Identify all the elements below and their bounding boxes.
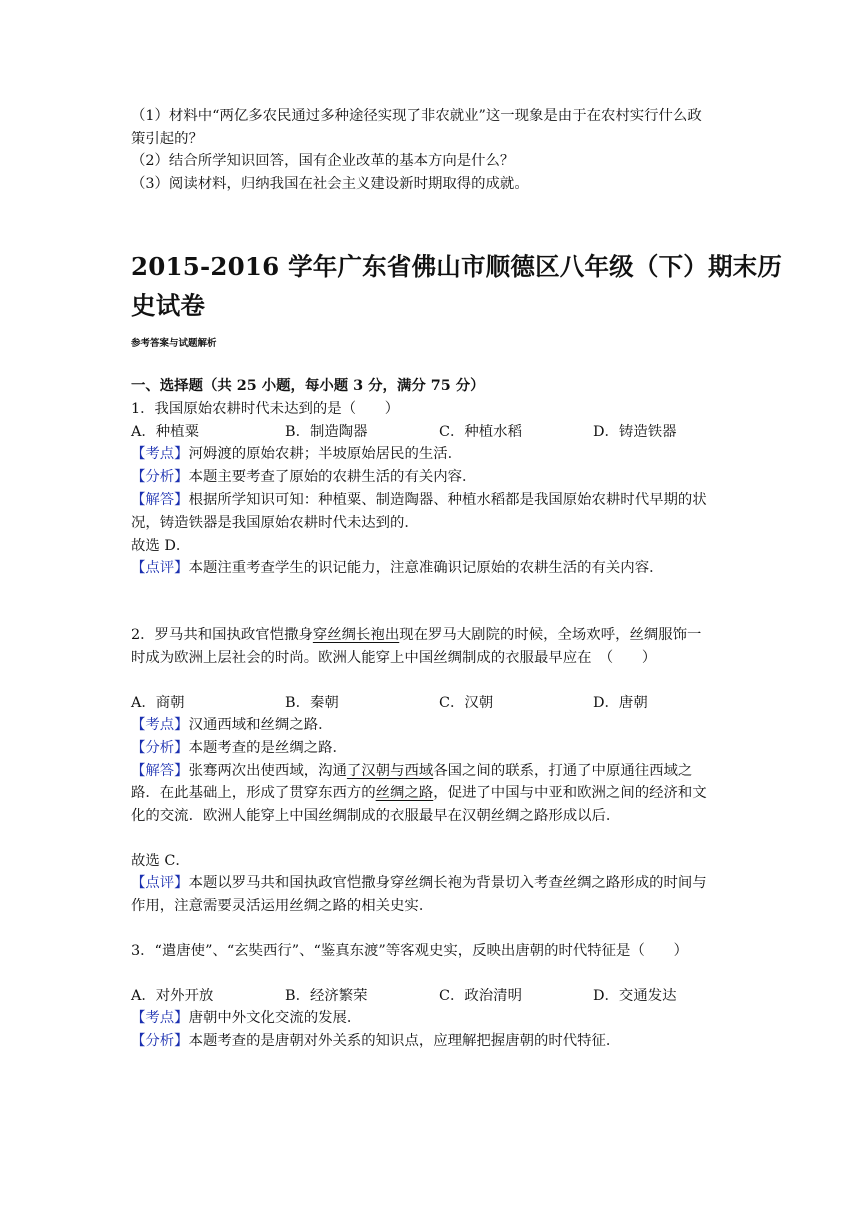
- q3-option-a: A．对外开放: [131, 988, 214, 1004]
- q2-stem-line1: [131, 625, 701, 645]
- page-title-line2: 史试卷: [131, 291, 206, 320]
- q1-fenxi-text: 本题主要考查了原始的农耕生活的有关内容．: [188, 469, 477, 485]
- page-subtitle: 参考答案与试题解析: [131, 338, 217, 349]
- q2-option-d: D．唐朝: [593, 695, 648, 711]
- q2-option-c: C．汉朝: [439, 695, 494, 711]
- q1-option-b: B．制造陶器: [285, 424, 368, 440]
- q2-dianping-line2: 作用，注意需要灵活运用丝绸之路的相关史实．: [131, 898, 434, 914]
- fenxi-tag: 【分析】: [131, 469, 189, 485]
- fenxi-tag: 【分析】: [131, 740, 189, 756]
- q2-kaodian: [131, 715, 333, 735]
- q1-jieda-line2: 况，铸造铁器是我国原始农耕时代未达到的．: [131, 515, 419, 531]
- q3-kaodian-text: 唐朝中外文化交流的发展．: [188, 1010, 362, 1026]
- fenxi-tag: 【分析】: [131, 1033, 189, 1049]
- prev-question-1-line2: 策引起的？: [131, 131, 203, 147]
- q1-dianping: [131, 558, 663, 578]
- q1-option-c: C．种植水稻: [439, 424, 522, 440]
- prev-question-2: （2）结合所学知识回答，国有企业改革的基本方向是什么？: [131, 153, 515, 169]
- q2-jieda-line3: 化的交流．欧洲人能穿上中国丝绸制成的衣服最早在汉朝丝绸之路形成以后．: [131, 808, 621, 824]
- q2-stem-line2: 时成为欧洲上层社会的时尚。欧洲人能穿上中国丝绸制成的衣服最早应在 （ ）: [131, 650, 657, 666]
- q2-option-a: A．商朝: [131, 695, 185, 711]
- q3-fenxi: [131, 1031, 620, 1051]
- q1-jieda-text: 根据所学知识可知：种植粟、制造陶器、种植水稻都是我国原始农耕时代早期的状: [188, 492, 707, 508]
- q3-option-b: B．经济繁荣: [285, 988, 368, 1004]
- kaodian-tag: 【考点】: [131, 446, 189, 462]
- q2-option-b: B．秦朝: [285, 695, 339, 711]
- q1-jieda: [131, 490, 707, 510]
- q2-fenxi-text: 本题考查的是丝绸之路．: [188, 740, 347, 756]
- q2-stem-underlined: 穿丝绸长袍出: [312, 627, 400, 643]
- dianping-tag: 【点评】: [131, 875, 189, 891]
- q3-option-c: C．政治清明: [439, 988, 522, 1004]
- q2-stem-a: 2．罗马共和国执政官恺撒身: [131, 627, 313, 643]
- kaodian-tag: 【考点】: [131, 1010, 189, 1026]
- q2-jieda2-b: ，促进了中国与中亚和欧洲之间的经济和文: [433, 785, 707, 801]
- q1-answer: 故选 D．: [131, 538, 191, 554]
- q3-stem: 3．“遣唐使”、“玄奘西行”、“鉴真东渡”等客观史实，反映出唐朝的时代特征是（ ）: [131, 943, 688, 959]
- q2-jieda: [131, 761, 692, 781]
- q2-jieda-a: 张骞两次出使西域，沟通: [188, 763, 347, 779]
- q1-dianping-text: 本题注重考查学生的识记能力，注意准确识记原始的农耕生活的有关内容．: [188, 560, 664, 576]
- q3-option-d: D．交通发达: [593, 988, 677, 1004]
- q1-option-a: A．种植粟: [131, 424, 199, 440]
- q1-option-d: D．铸造铁器: [593, 424, 677, 440]
- q2-jieda-line2: [131, 783, 707, 803]
- q2-jieda2-underlined: 丝绸之路: [375, 785, 434, 801]
- q1-stem: 1．我国原始农耕时代未达到的是（ ）: [131, 401, 400, 417]
- q1-fenxi: [131, 467, 476, 487]
- q2-answer: 故选 C．: [131, 853, 190, 869]
- q2-jieda2-a: 路．在此基础上，形成了贯穿东西方的: [131, 785, 376, 801]
- prev-question-1-line1: （1）材料中“两亿多农民通过多种途径实现了非农就业”这一现象是由于在农村实行什么政: [131, 108, 702, 124]
- jieda-tag: 【解答】: [131, 763, 189, 779]
- kaodian-tag: 【考点】: [131, 717, 189, 733]
- q2-dianping-text: 本题以罗马共和国执政官恺撒身穿丝绸长袍为背景切入考查丝绸之路形成的时间与: [188, 875, 707, 891]
- q2-jieda-underlined: 了汉朝与西域: [346, 763, 434, 779]
- dianping-tag: 【点评】: [131, 560, 189, 576]
- q2-fenxi: [131, 738, 347, 758]
- q3-kaodian: [131, 1008, 361, 1028]
- q3-fenxi-text: 本题考查的是唐朝对外关系的知识点，应理解把握唐朝的时代特征．: [188, 1033, 621, 1049]
- q1-kaodian: [131, 444, 462, 464]
- q2-stem-b: 现在罗马大剧院的时候，全场欢呼，丝绸服饰一: [399, 627, 702, 643]
- prev-question-3: （3）阅读材料，归纳我国在社会主义建设新时期取得的成就。: [131, 176, 529, 192]
- q2-jieda-b: 各国之间的联系，打通了中原通往西域之: [433, 763, 693, 779]
- jieda-tag: 【解答】: [131, 492, 189, 508]
- section-heading: 一、选择题（共 25 小题，每小题 3 分，满分 75 分）: [131, 377, 485, 394]
- page-title-line1: 2015-2016 学年广东省佛山市顺德区八年级（下）期末历: [131, 252, 783, 281]
- q2-kaodian-text: 汉通西域和丝绸之路．: [188, 717, 333, 733]
- q2-dianping: [131, 873, 707, 893]
- q1-kaodian-text: 河姆渡的原始农耕；半坡原始居民的生活．: [188, 446, 463, 462]
